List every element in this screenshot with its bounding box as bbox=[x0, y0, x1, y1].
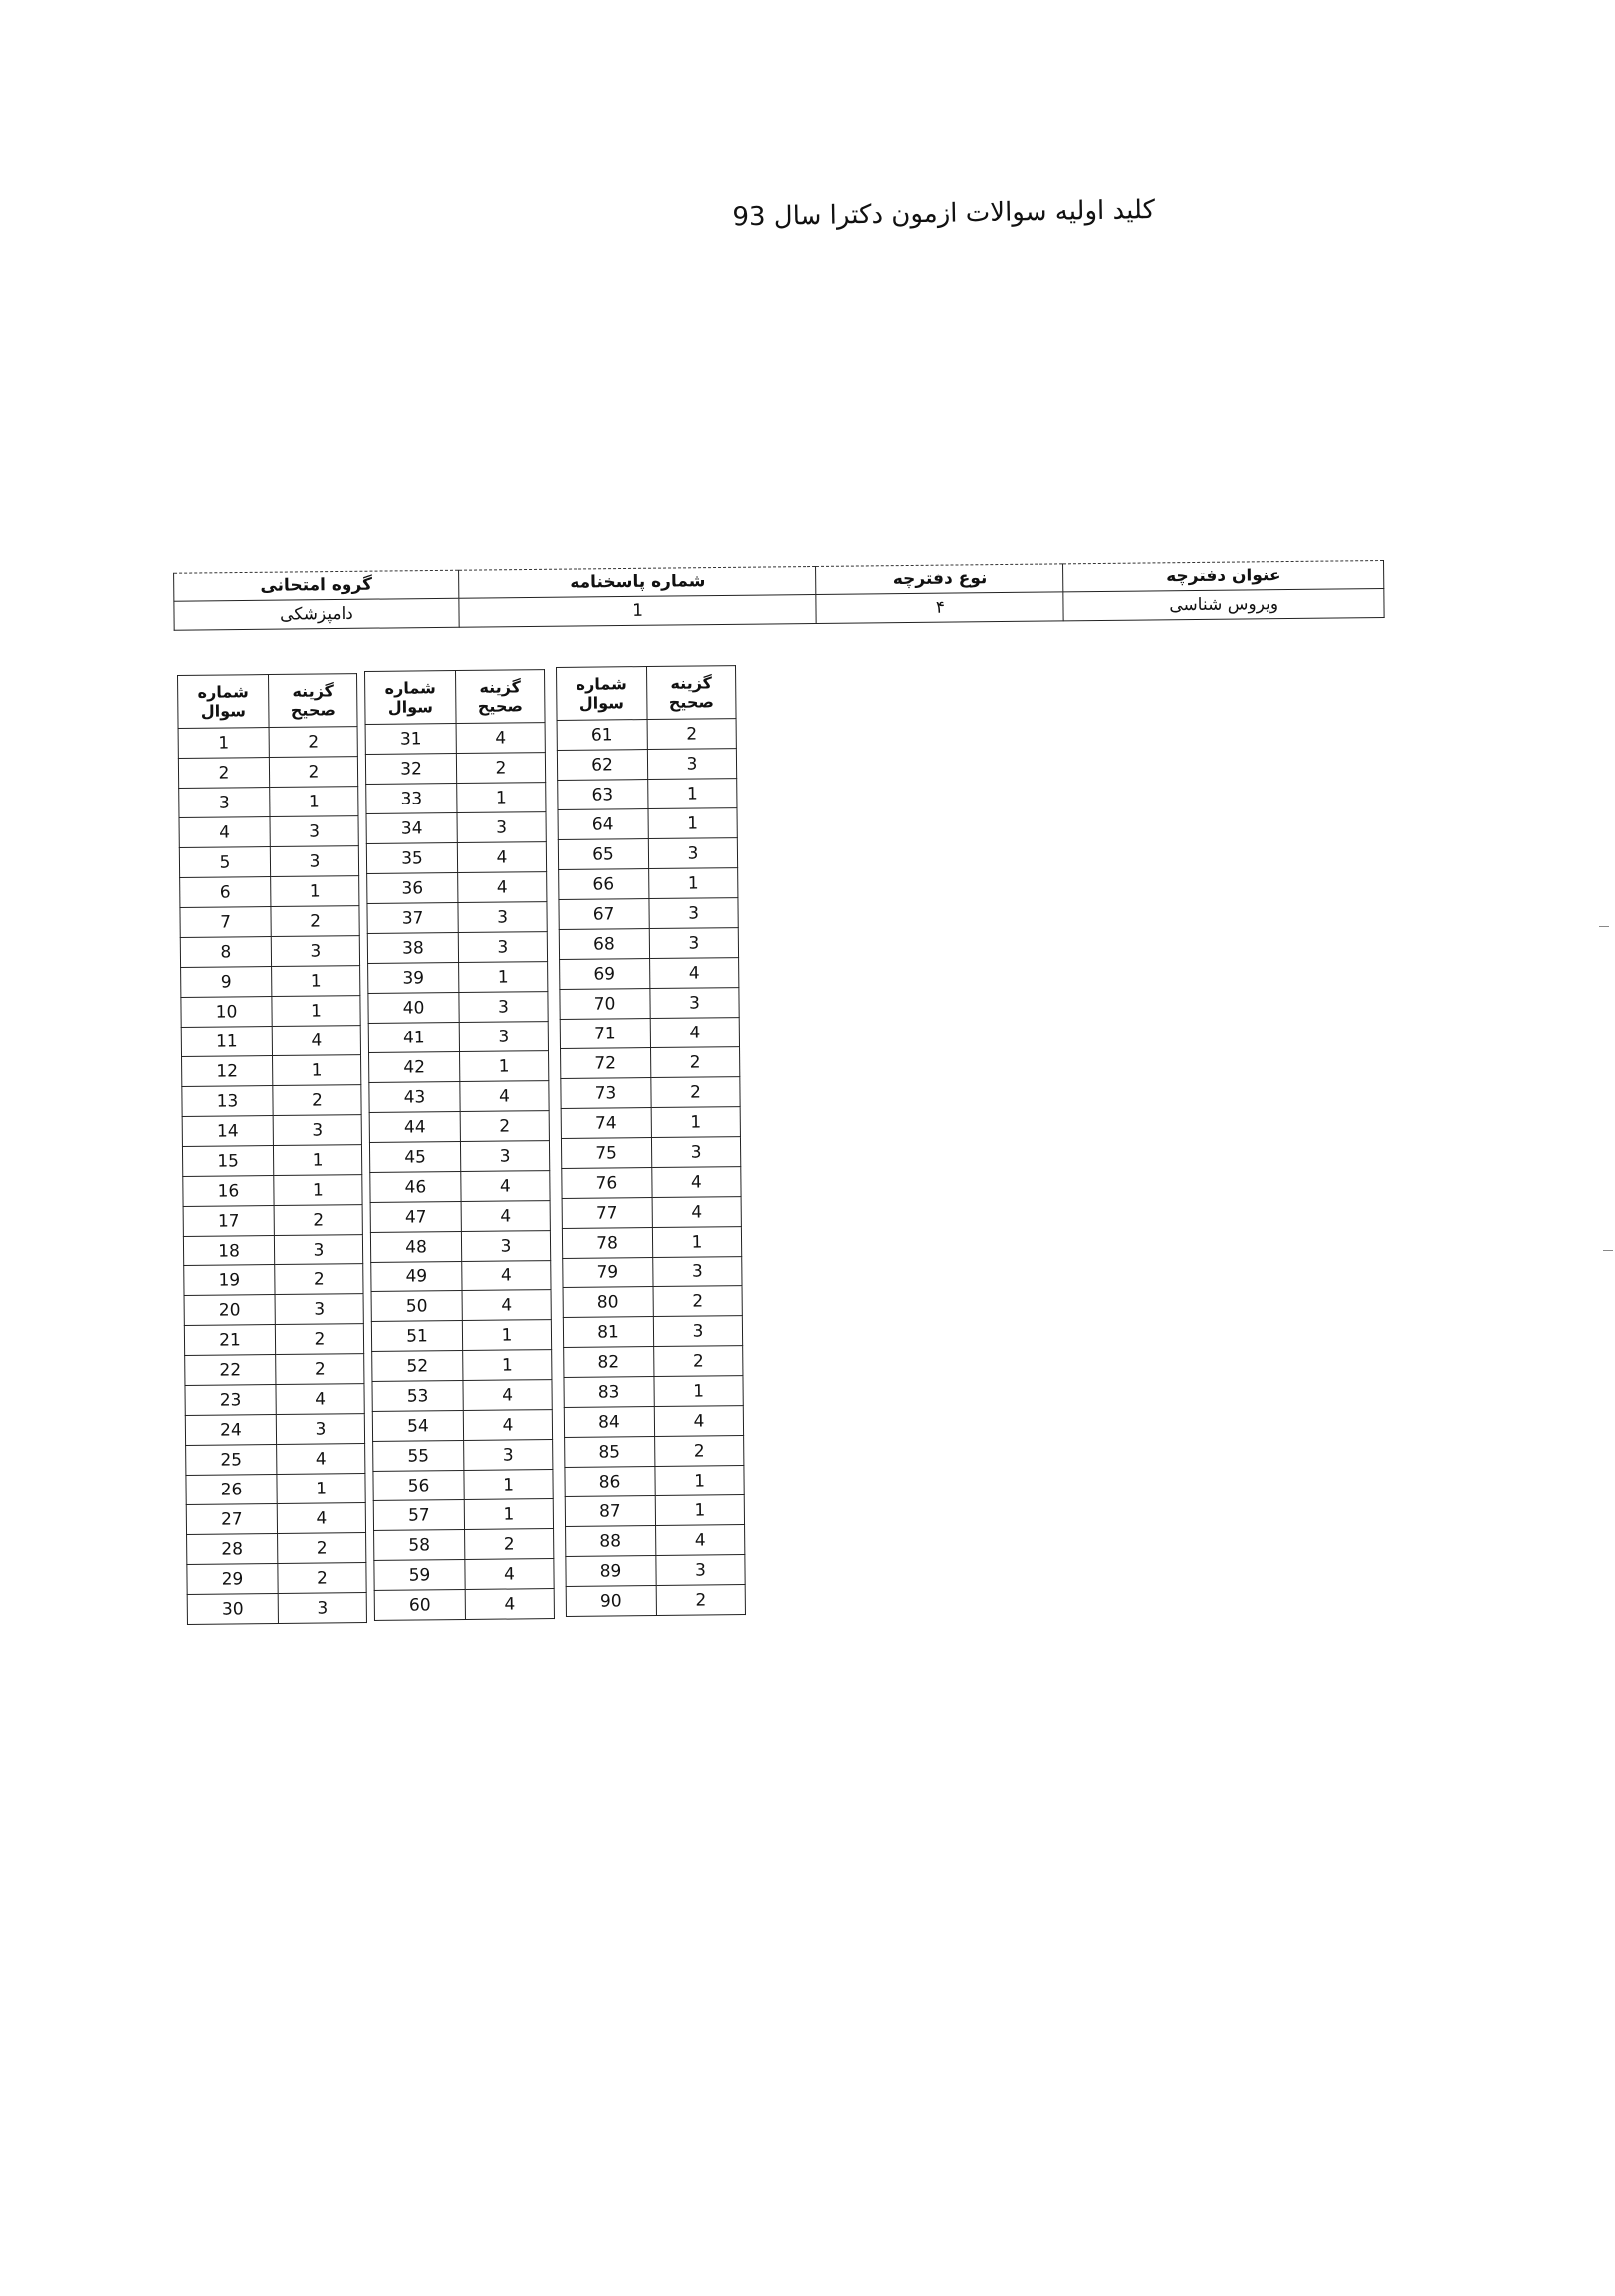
answer-key-row bbox=[557, 749, 736, 781]
answer-key-row bbox=[558, 808, 737, 840]
question-number-cell: 82 bbox=[564, 1347, 654, 1378]
question-number-cell: 2 bbox=[178, 758, 269, 789]
answer-key-row bbox=[182, 1115, 361, 1147]
question-number-cell: 81 bbox=[563, 1317, 653, 1348]
question-number-cell: 78 bbox=[562, 1228, 652, 1259]
answer-key-row bbox=[181, 996, 360, 1028]
answer-key-table-2 bbox=[364, 669, 555, 1621]
correct-option-cell: 4 bbox=[462, 1261, 551, 1291]
question-number-cell: 61 bbox=[557, 720, 647, 751]
correct-option-cell: 3 bbox=[653, 1316, 742, 1347]
answer-key-row bbox=[563, 1286, 742, 1318]
question-number-cell: 58 bbox=[374, 1529, 465, 1560]
correct-option-cell: 4 bbox=[462, 1290, 551, 1321]
question-number-cell: 20 bbox=[184, 1295, 275, 1326]
answer-key-row bbox=[368, 992, 548, 1024]
question-number-cell: 7 bbox=[180, 907, 271, 938]
answer-key-row bbox=[565, 1495, 744, 1527]
page-title: کلید اولیه سوالات ازمون دکترا سال 93 bbox=[732, 194, 1156, 233]
correct-option-cell: 4 bbox=[463, 1410, 552, 1441]
question-number-cell: 21 bbox=[184, 1325, 275, 1356]
question-number-cell: 90 bbox=[566, 1585, 656, 1616]
answer-key-row bbox=[185, 1414, 364, 1446]
question-number-cell: 87 bbox=[565, 1495, 655, 1526]
answer-key-header-row bbox=[365, 670, 546, 725]
correct-option-cell: 2 bbox=[656, 1585, 745, 1616]
correct-option-cell: 4 bbox=[276, 1384, 364, 1415]
correct-option-header: گزینه صحیح bbox=[269, 674, 358, 728]
correct-option-cell: 3 bbox=[457, 812, 546, 843]
correct-option-cell: 2 bbox=[456, 753, 545, 784]
correct-option-cell: 1 bbox=[463, 1350, 552, 1381]
question-number-cell: 59 bbox=[374, 1559, 465, 1590]
question-number-cell: 5 bbox=[179, 847, 270, 878]
question-number-cell: 45 bbox=[369, 1142, 460, 1173]
correct-option-cell: 2 bbox=[273, 1085, 361, 1116]
answer-key-row bbox=[185, 1384, 364, 1416]
question-number-cell: 70 bbox=[560, 989, 650, 1020]
answer-key-row bbox=[561, 1137, 740, 1169]
question-number-cell: 84 bbox=[564, 1407, 654, 1438]
answer-key-row bbox=[371, 1261, 551, 1292]
correct-option-cell: 3 bbox=[278, 1593, 366, 1624]
question-number-cell: 13 bbox=[182, 1086, 273, 1117]
answer-key-row bbox=[366, 812, 546, 844]
question-number-cell: 23 bbox=[185, 1385, 276, 1416]
answer-key-row bbox=[183, 1175, 362, 1207]
question-number-cell: 47 bbox=[370, 1202, 461, 1233]
correct-option-cell: 2 bbox=[275, 1264, 363, 1295]
question-number-cell: 51 bbox=[371, 1321, 462, 1352]
question-number-cell: 85 bbox=[565, 1436, 655, 1467]
booklet-title-header: عنوان دفترچه bbox=[1063, 561, 1384, 592]
correct-option-cell: 1 bbox=[460, 1051, 549, 1082]
question-number-cell: 48 bbox=[370, 1232, 461, 1263]
answer-key-row bbox=[565, 1436, 744, 1468]
correct-option-cell: 3 bbox=[275, 1294, 363, 1325]
question-number-cell: 40 bbox=[368, 993, 459, 1024]
correct-option-cell: 2 bbox=[275, 1324, 363, 1355]
answer-key-row bbox=[179, 787, 358, 818]
question-number-cell: 62 bbox=[557, 750, 647, 781]
question-number-cell: 76 bbox=[562, 1168, 652, 1199]
answer-key-row bbox=[372, 1410, 552, 1442]
answer-sheet-number-value: 1 bbox=[459, 594, 817, 627]
correct-option-cell: 3 bbox=[459, 992, 548, 1023]
question-number-cell: 56 bbox=[373, 1470, 464, 1500]
correct-option-cell: 3 bbox=[651, 1137, 740, 1168]
answer-key-row bbox=[182, 1085, 361, 1117]
correct-option-cell: 3 bbox=[271, 936, 359, 967]
answer-key-row bbox=[561, 1077, 740, 1109]
correct-option-cell: 3 bbox=[648, 838, 737, 869]
question-number-cell: 25 bbox=[186, 1444, 277, 1475]
booklet-type-header: نوع دفترچه bbox=[816, 564, 1063, 595]
correct-option-cell: 1 bbox=[654, 1376, 743, 1407]
answer-key-row bbox=[367, 872, 547, 904]
question-number-cell: 29 bbox=[187, 1563, 278, 1594]
correct-option-cell: 1 bbox=[652, 1227, 741, 1258]
answer-key-header-row bbox=[557, 666, 737, 721]
question-number-cell: 31 bbox=[365, 724, 456, 755]
question-number-header: شماره سوال bbox=[557, 667, 648, 721]
correct-option-cell: 1 bbox=[648, 779, 737, 809]
question-number-cell: 57 bbox=[373, 1499, 464, 1530]
question-number-cell: 66 bbox=[559, 869, 649, 900]
question-number-cell: 60 bbox=[374, 1589, 465, 1620]
exam-group-value: دامپزشکی bbox=[174, 598, 459, 630]
correct-option-cell: 4 bbox=[652, 1167, 741, 1198]
correct-option-cell: 1 bbox=[457, 783, 546, 813]
correct-option-cell: 3 bbox=[650, 988, 739, 1019]
question-number-cell: 37 bbox=[367, 903, 458, 934]
correct-option-cell: 2 bbox=[655, 1436, 744, 1467]
question-number-cell: 18 bbox=[183, 1236, 274, 1266]
answer-key-row bbox=[565, 1466, 744, 1497]
answer-key-row bbox=[374, 1559, 554, 1591]
correct-option-cell: 1 bbox=[655, 1495, 744, 1526]
correct-option-cell: 4 bbox=[458, 872, 547, 903]
question-number-cell: 53 bbox=[372, 1381, 463, 1412]
booklet-title-value: ویروس شناسی bbox=[1063, 589, 1384, 621]
correct-option-cell: 4 bbox=[461, 1171, 550, 1202]
answer-key-row bbox=[562, 1197, 741, 1229]
answer-key-row bbox=[180, 936, 359, 968]
correct-option-header: گزینه صحیح bbox=[456, 670, 546, 724]
correct-option-cell: 4 bbox=[652, 1197, 741, 1228]
answer-key-row bbox=[559, 868, 738, 900]
answer-key-row bbox=[368, 1022, 548, 1053]
answer-key-row bbox=[184, 1294, 363, 1326]
question-number-cell: 69 bbox=[560, 959, 650, 990]
correct-option-cell: 1 bbox=[464, 1470, 553, 1500]
correct-option-cell: 4 bbox=[277, 1444, 365, 1475]
answer-key-header-row bbox=[178, 674, 358, 729]
answer-key-row bbox=[562, 1227, 741, 1259]
correct-option-cell: 2 bbox=[653, 1286, 742, 1317]
correct-option-cell: 3 bbox=[458, 932, 547, 963]
question-number-cell: 80 bbox=[563, 1287, 653, 1318]
question-number-cell: 64 bbox=[558, 809, 648, 840]
answer-key-row bbox=[366, 842, 546, 874]
answer-key-row bbox=[373, 1470, 553, 1501]
answer-key-row bbox=[372, 1380, 552, 1412]
answer-key-row bbox=[187, 1533, 366, 1565]
answer-key-row bbox=[560, 988, 739, 1020]
correct-option-cell: 3 bbox=[270, 816, 358, 847]
correct-option-cell: 2 bbox=[278, 1533, 366, 1564]
answer-key-row bbox=[186, 1444, 365, 1476]
correct-option-cell: 3 bbox=[276, 1414, 364, 1445]
correct-option-cell: 4 bbox=[457, 842, 546, 873]
answer-key-row bbox=[183, 1235, 362, 1266]
correct-option-cell: 1 bbox=[649, 868, 738, 899]
question-number-cell: 68 bbox=[559, 929, 649, 960]
question-number-cell: 55 bbox=[373, 1440, 464, 1471]
correct-option-cell: 3 bbox=[274, 1235, 362, 1265]
correct-option-cell: 1 bbox=[277, 1474, 365, 1504]
correct-option-cell: 2 bbox=[460, 1111, 549, 1142]
question-number-cell: 8 bbox=[180, 937, 271, 968]
correct-option-cell: 1 bbox=[651, 1107, 740, 1138]
answer-key-row bbox=[561, 1107, 740, 1139]
correct-option-cell: 2 bbox=[269, 727, 357, 758]
answer-key-row bbox=[566, 1525, 745, 1557]
answer-key-row bbox=[368, 962, 548, 994]
correct-option-cell: 2 bbox=[465, 1529, 554, 1560]
question-number-cell: 9 bbox=[181, 967, 272, 998]
correct-option-cell: 2 bbox=[651, 1077, 740, 1108]
question-number-cell: 11 bbox=[181, 1027, 272, 1057]
correct-option-cell: 1 bbox=[459, 962, 548, 993]
answer-key-row bbox=[180, 876, 359, 908]
answer-key-row bbox=[184, 1264, 363, 1296]
correct-option-cell: 1 bbox=[271, 876, 359, 907]
answer-key-row bbox=[371, 1320, 551, 1352]
correct-option-cell: 3 bbox=[458, 902, 547, 933]
answer-key-row bbox=[370, 1171, 550, 1203]
correct-option-cell: 3 bbox=[649, 928, 738, 959]
question-number-cell: 83 bbox=[564, 1377, 654, 1408]
answer-key-row bbox=[373, 1499, 553, 1531]
question-number-cell: 72 bbox=[561, 1048, 651, 1079]
answer-key-row bbox=[558, 779, 737, 810]
question-number-cell: 42 bbox=[369, 1052, 460, 1083]
correct-option-cell: 4 bbox=[456, 723, 545, 754]
question-number-cell: 34 bbox=[366, 813, 457, 844]
answer-key-row bbox=[182, 1145, 361, 1177]
correct-option-cell: 4 bbox=[650, 958, 739, 989]
answer-key-table-3 bbox=[556, 665, 746, 1617]
correct-option-cell: 3 bbox=[647, 749, 736, 780]
question-number-cell: 46 bbox=[370, 1172, 461, 1203]
answer-key-row bbox=[564, 1376, 743, 1408]
question-number-cell: 38 bbox=[367, 933, 458, 964]
correct-option-cell: 1 bbox=[273, 1145, 361, 1176]
correct-option-cell: 4 bbox=[272, 1026, 360, 1056]
question-number-cell: 75 bbox=[561, 1138, 651, 1169]
correct-option-cell: 3 bbox=[460, 1141, 549, 1172]
answer-key-row bbox=[369, 1111, 549, 1143]
answer-key-row bbox=[179, 816, 358, 848]
correct-option-cell: 4 bbox=[654, 1406, 743, 1437]
question-number-cell: 74 bbox=[561, 1108, 651, 1139]
answer-key-row bbox=[181, 1026, 360, 1057]
answer-sheet-number-header: شماره پاسخنامه bbox=[458, 566, 816, 598]
question-number-cell: 54 bbox=[372, 1411, 463, 1442]
question-number-cell: 22 bbox=[185, 1355, 276, 1386]
correct-option-cell: 3 bbox=[273, 1115, 361, 1146]
correct-option-cell: 1 bbox=[655, 1466, 744, 1496]
correct-option-cell: 1 bbox=[273, 1055, 361, 1086]
answer-key-row bbox=[369, 1081, 549, 1113]
correct-option-cell: 1 bbox=[648, 808, 737, 839]
answer-key-row bbox=[562, 1167, 741, 1199]
correct-option-cell: 1 bbox=[272, 996, 360, 1027]
question-number-cell: 65 bbox=[558, 839, 648, 870]
question-number-cell: 32 bbox=[365, 754, 456, 785]
correct-option-cell: 3 bbox=[656, 1555, 745, 1586]
answer-key-row bbox=[367, 932, 547, 964]
answer-key-table-1 bbox=[177, 673, 367, 1625]
question-number-cell: 41 bbox=[368, 1023, 459, 1053]
correct-option-cell: 3 bbox=[459, 1022, 548, 1052]
question-number-cell: 88 bbox=[566, 1525, 656, 1556]
answer-key-row bbox=[181, 966, 360, 998]
correct-option-cell: 2 bbox=[651, 1047, 740, 1078]
answer-key-row bbox=[187, 1593, 366, 1625]
answer-key-row bbox=[559, 898, 738, 930]
scan-mark bbox=[1599, 926, 1609, 927]
answer-key-row bbox=[374, 1589, 554, 1621]
question-number-cell: 71 bbox=[560, 1019, 650, 1049]
answer-key-row bbox=[564, 1406, 743, 1438]
question-number-cell: 19 bbox=[184, 1265, 275, 1296]
correct-option-cell: 3 bbox=[464, 1440, 553, 1471]
correct-option-cell: 2 bbox=[647, 719, 736, 750]
question-number-cell: 35 bbox=[366, 843, 457, 874]
answer-key-row bbox=[373, 1440, 553, 1472]
correct-option-cell: 3 bbox=[461, 1231, 550, 1262]
correct-option-cell: 1 bbox=[272, 966, 360, 997]
question-number-cell: 15 bbox=[182, 1146, 273, 1177]
correct-option-cell: 2 bbox=[278, 1563, 366, 1594]
question-number-cell: 39 bbox=[368, 963, 459, 994]
answer-key-row bbox=[182, 1055, 361, 1087]
answer-key-row bbox=[561, 1047, 740, 1079]
scan-mark bbox=[1603, 1250, 1613, 1251]
answer-key-row bbox=[558, 838, 737, 870]
question-number-cell: 73 bbox=[561, 1078, 651, 1109]
answer-key-row bbox=[374, 1529, 554, 1561]
question-number-cell: 43 bbox=[369, 1082, 460, 1113]
question-number-header: شماره سوال bbox=[365, 671, 457, 725]
correct-option-header: گزینه صحیح bbox=[647, 666, 737, 720]
question-number-cell: 33 bbox=[366, 784, 457, 814]
answer-key-row bbox=[566, 1585, 745, 1617]
answer-key-row bbox=[371, 1290, 551, 1322]
answer-key-row bbox=[180, 906, 359, 938]
question-number-cell: 1 bbox=[178, 728, 269, 759]
booklet-info-table bbox=[173, 560, 1385, 631]
correct-option-cell: 4 bbox=[656, 1525, 745, 1556]
answer-key-row bbox=[560, 958, 739, 990]
correct-option-cell: 4 bbox=[463, 1380, 552, 1411]
answer-key-row bbox=[187, 1563, 366, 1595]
correct-option-cell: 2 bbox=[271, 906, 359, 937]
question-number-cell: 63 bbox=[558, 780, 648, 810]
correct-option-cell: 2 bbox=[276, 1354, 364, 1385]
answer-key-row bbox=[566, 1555, 745, 1587]
question-number-cell: 86 bbox=[565, 1466, 655, 1496]
question-number-cell: 14 bbox=[182, 1116, 273, 1147]
correct-option-cell: 4 bbox=[650, 1018, 739, 1048]
question-number-cell: 12 bbox=[182, 1056, 273, 1087]
correct-option-cell: 4 bbox=[460, 1081, 549, 1112]
correct-option-cell: 2 bbox=[269, 757, 357, 788]
answer-key-row bbox=[365, 723, 545, 755]
question-number-cell: 50 bbox=[371, 1291, 462, 1322]
question-number-cell: 10 bbox=[181, 997, 272, 1028]
question-number-cell: 27 bbox=[186, 1503, 277, 1534]
answer-key-row bbox=[366, 783, 546, 814]
correct-option-cell: 4 bbox=[465, 1559, 554, 1590]
question-number-cell: 77 bbox=[562, 1198, 652, 1229]
answer-key-row bbox=[186, 1474, 365, 1505]
question-number-cell: 16 bbox=[183, 1176, 274, 1207]
question-number-cell: 17 bbox=[183, 1206, 274, 1237]
answer-key-row bbox=[365, 753, 545, 785]
question-number-cell: 30 bbox=[187, 1593, 278, 1624]
correct-option-cell: 1 bbox=[270, 787, 358, 817]
question-number-cell: 4 bbox=[179, 817, 270, 848]
answer-key-row bbox=[563, 1257, 742, 1288]
answer-key-row bbox=[367, 902, 547, 934]
answer-key-row bbox=[179, 846, 358, 878]
correct-option-cell: 4 bbox=[461, 1201, 550, 1232]
question-number-cell: 6 bbox=[180, 877, 271, 908]
correct-option-cell: 4 bbox=[465, 1589, 554, 1620]
answer-key-row bbox=[372, 1350, 552, 1382]
question-number-cell: 3 bbox=[179, 788, 270, 818]
correct-option-cell: 3 bbox=[653, 1257, 742, 1287]
booklet-type-value: ۴ bbox=[816, 592, 1063, 624]
question-number-cell: 44 bbox=[369, 1112, 460, 1143]
answer-key-row bbox=[178, 727, 357, 759]
question-number-cell: 24 bbox=[185, 1415, 276, 1446]
question-number-cell: 89 bbox=[566, 1555, 656, 1586]
answer-key-row bbox=[184, 1324, 363, 1356]
answer-key-row bbox=[370, 1231, 550, 1263]
correct-option-cell: 3 bbox=[270, 846, 358, 877]
correct-option-cell: 3 bbox=[649, 898, 738, 929]
answer-key-row bbox=[564, 1346, 743, 1378]
correct-option-cell: 4 bbox=[277, 1503, 365, 1534]
correct-option-cell: 1 bbox=[464, 1499, 553, 1530]
question-number-cell: 67 bbox=[559, 899, 649, 930]
question-number-cell: 79 bbox=[563, 1258, 653, 1288]
answer-key-row bbox=[369, 1141, 549, 1173]
question-number-cell: 36 bbox=[367, 873, 458, 904]
correct-option-cell: 2 bbox=[274, 1205, 362, 1236]
answer-key-row bbox=[186, 1503, 365, 1535]
answer-key-row bbox=[563, 1316, 742, 1348]
answer-key-row bbox=[559, 928, 738, 960]
answer-key-row bbox=[557, 719, 736, 751]
answer-key-row bbox=[178, 757, 357, 789]
correct-option-cell: 1 bbox=[274, 1175, 362, 1206]
question-number-cell: 52 bbox=[372, 1351, 463, 1382]
question-number-header: شماره سوال bbox=[178, 675, 270, 729]
answer-key-row bbox=[369, 1051, 549, 1083]
answer-key-row bbox=[183, 1205, 362, 1237]
answer-key-row bbox=[370, 1201, 550, 1233]
answer-key-row bbox=[560, 1018, 739, 1049]
correct-option-cell: 1 bbox=[462, 1320, 551, 1351]
answer-key-row bbox=[185, 1354, 364, 1386]
correct-option-cell: 2 bbox=[654, 1346, 743, 1377]
question-number-cell: 49 bbox=[371, 1262, 462, 1292]
question-number-cell: 26 bbox=[186, 1474, 277, 1504]
question-number-cell: 28 bbox=[187, 1533, 278, 1564]
exam-group-header: گروه امتحانی bbox=[174, 570, 459, 601]
